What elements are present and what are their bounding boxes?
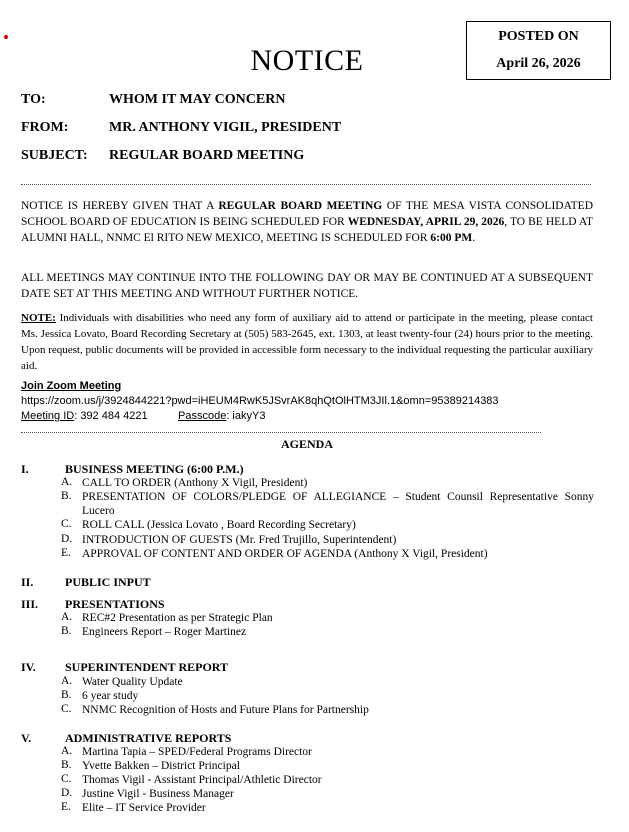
notice-paragraph: NOTICE IS HEREBY GIVEN THAT A REGULAR BOARD MEETING OF THE MESA VISTA CONSOLIDATED SCHOOL BOARD OF EDUCATION IS BEING SCHEDULED FOR WEDNESDAY, APRIL 29, 2026, TO BE HELD AT ALUMNI HALL, NNMC El RITO NEW MEXICO, MEETING IS SCHEDULED FOR 6:00 PM. <box>21 200 593 244</box>
agenda-item: Thomas Vigil - Assistant Principal/Athletic Director <box>82 774 322 786</box>
item-letter: B. <box>61 625 72 637</box>
item-letter: B. <box>61 689 72 701</box>
section-title: SUPERINTENDENT REPORT <box>65 660 229 674</box>
item-letter: D. <box>61 533 73 545</box>
agenda-item: Water Quality Update <box>82 676 183 688</box>
section-number: III. <box>21 597 39 611</box>
item-letter: C. <box>61 703 72 715</box>
continuation-paragraph: ALL MEETINGS MAY CONTINUE INTO THE FOLLOWING DAY OR MAY BE CONTINUED AT A SUBSEQUENT DATE SET AT THIS MEETING AND WITHOUT FURTHER NOTICE. <box>21 272 593 300</box>
agenda-item: REC#2 Presentation as per Strategic Plan <box>82 612 273 624</box>
item-letter: A. <box>61 476 73 488</box>
item-letter: D. <box>61 787 73 799</box>
section-title: PRESENTATIONS <box>65 597 165 611</box>
section-number: II. <box>21 575 34 589</box>
to-label: TO: <box>21 92 46 107</box>
agenda-item: NNMC Recognition of Hosts and Future Plans for Partnership <box>82 704 369 716</box>
join-zoom-link[interactable]: Join Zoom Meeting <box>21 380 122 392</box>
item-letter: B. <box>61 490 72 502</box>
item-letter: A. <box>61 745 73 757</box>
from-label: FROM: <box>21 120 69 135</box>
item-letter: A. <box>61 675 73 687</box>
section-title: ADMINISTRATIVE REPORTS <box>65 731 232 745</box>
agenda-item: ROLL CALL (Jessica Lovato , Board Recording Secretary) <box>82 519 356 531</box>
item-letter: B. <box>61 759 72 771</box>
zoom-meeting-id: Meeting ID: 392 484 4221 <box>21 410 148 422</box>
item-letter: C. <box>61 518 72 530</box>
item-letter: C. <box>61 773 72 785</box>
agenda-item: Martina Tapia – SPED/Federal Programs Director <box>82 746 312 758</box>
posted-on-date: April 26, 2026 <box>496 56 581 71</box>
item-letter: E. <box>61 801 71 813</box>
agenda-item: APPROVAL OF CONTENT AND ORDER OF AGENDA (Anthony X Vigil, President) <box>82 548 488 560</box>
page-title: NOTICE <box>250 44 364 77</box>
margin-mark <box>4 35 8 39</box>
section-title: PUBLIC INPUT <box>65 575 151 589</box>
section-number: IV. <box>21 660 36 674</box>
to-value: WHOM IT MAY CONCERN <box>109 92 286 107</box>
agenda-item: Justine Vigil - Business Manager <box>82 788 234 800</box>
section-number: I. <box>21 462 29 476</box>
agenda-item: CALL TO ORDER (Anthony X Vigil, President) <box>82 477 308 489</box>
subject-value: REGULAR BOARD MEETING <box>109 148 305 163</box>
agenda-item: Yvette Bakken – District Principal <box>82 760 240 772</box>
agenda-item: PRESENTATION OF COLORS/PLEDGE OF ALLEGIANCE – Student Counsil Representative Sonny Lucero <box>82 491 594 517</box>
item-letter: A. <box>61 611 73 623</box>
item-letter: E. <box>61 547 71 559</box>
subject-label: SUBJECT: <box>21 148 88 163</box>
note-paragraph: NOTE: Individuals with disabilities who need any form of auxiliary aid to attend or participate in the meeting, please contact Ms. Jessica Lovato, Board Recording Secretary at (505) 583-2645, ext. 1303, at least twenty-four (24) hours prior to the meeting. Upon request, public documents will be provided in accessible form necessary to the individual requesting the particular auxiliary aid. <box>21 312 593 372</box>
from-value: MR. ANTHONY VIGIL, PRESIDENT <box>109 120 342 135</box>
section-number: V. <box>21 731 32 745</box>
agenda-item: INTRODUCTION OF GUESTS (Mr. Fred Trujillo, Superintendent) <box>82 534 397 546</box>
divider <box>21 432 541 433</box>
section-title: BUSINESS MEETING (6:00 P.M.) <box>65 462 244 476</box>
zoom-url[interactable]: https://zoom.us/j/3924844221?pwd=iHEUM4RwK5JSvrAK8qhQtOlHTM3JIl.1&omn=95389214383 <box>21 395 499 407</box>
zoom-passcode: Passcode: iakyY3 <box>178 410 266 422</box>
agenda-title: AGENDA <box>280 437 333 451</box>
agenda-item: Elite – IT Service Provider <box>82 802 206 814</box>
posted-on-label: POSTED ON <box>498 29 579 44</box>
agenda-item: Engineers Report – Roger Martinez <box>82 626 247 638</box>
divider <box>21 184 591 185</box>
agenda-item: 6 year study <box>82 690 139 702</box>
